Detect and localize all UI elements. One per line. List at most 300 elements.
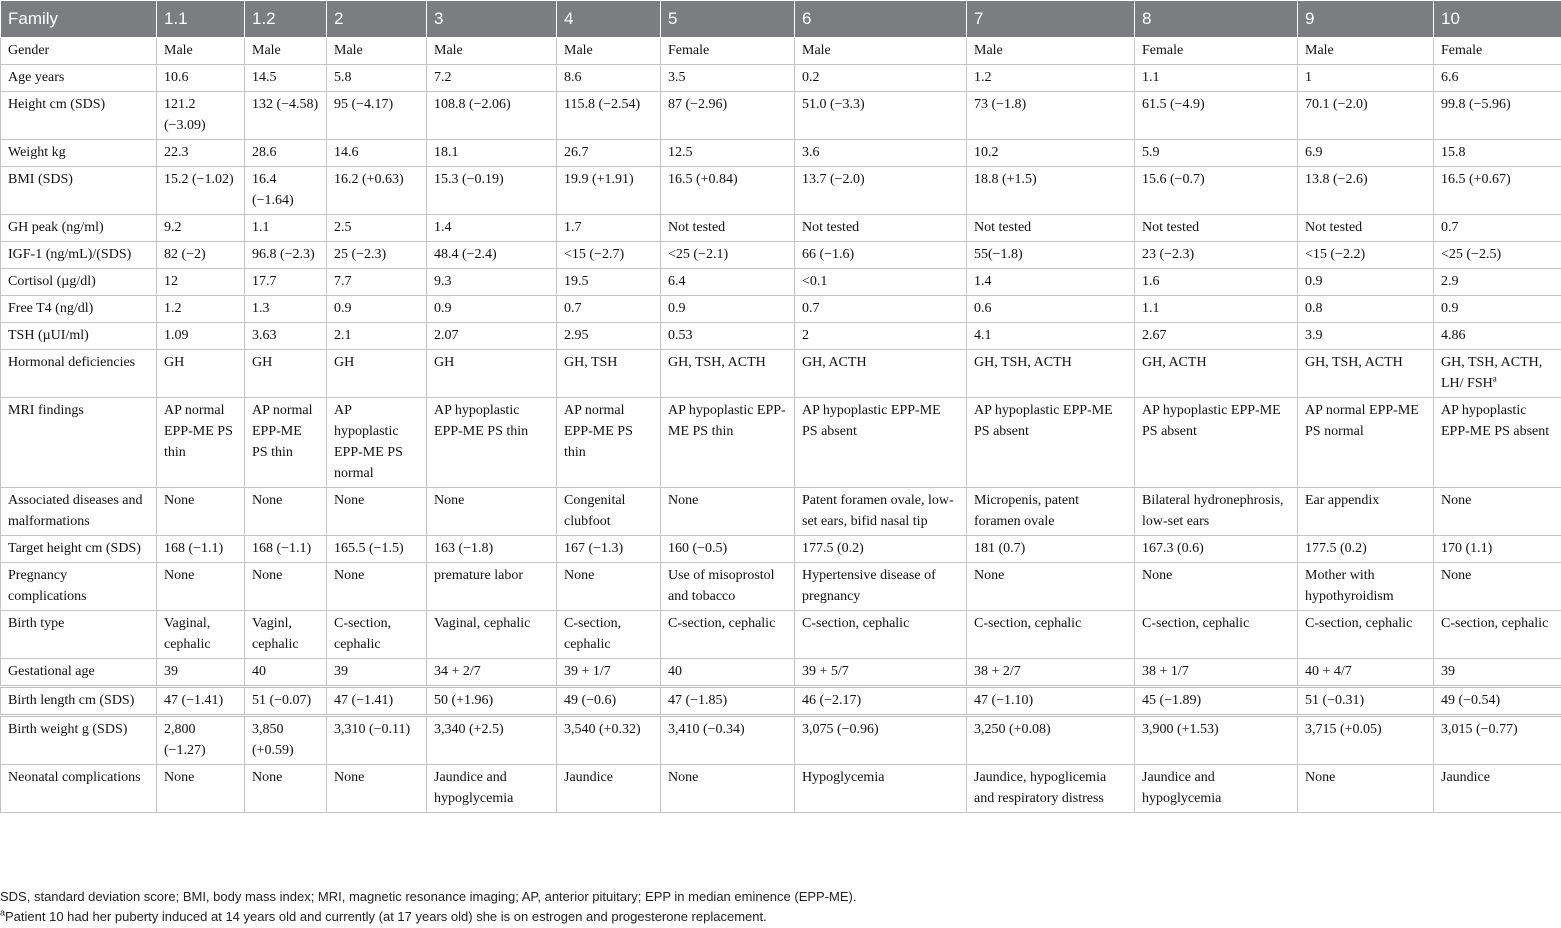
table-cell	[1434, 536, 1561, 563]
table-cell	[661, 765, 795, 813]
table-cell	[327, 398, 427, 488]
cell-value: 40 + 4/7	[1305, 664, 1352, 679]
cell-value: Male	[434, 43, 463, 58]
table-cell	[427, 65, 557, 92]
table-cell	[661, 242, 795, 269]
table-cell	[327, 140, 427, 167]
table-cell	[245, 350, 327, 398]
table-cell	[557, 687, 661, 716]
cell-value: 6.9	[1305, 145, 1323, 160]
table-row	[1, 323, 1561, 350]
table-cell	[1298, 92, 1434, 140]
cell-value: 1.1	[1142, 70, 1160, 85]
table-cell	[1298, 65, 1434, 92]
cell-value: GH, TSH, ACTH	[668, 355, 766, 370]
cell-value: 1.2	[164, 301, 182, 316]
table-cell	[245, 323, 327, 350]
cell-value: 4.1	[974, 328, 992, 343]
table-cell	[157, 687, 245, 716]
table-row	[1, 242, 1561, 269]
table-cell	[327, 536, 427, 563]
table-cell	[1298, 611, 1434, 659]
cell-value: 4.86	[1441, 328, 1466, 343]
table-cell	[795, 38, 967, 65]
cell-value: GH, ACTH	[802, 355, 867, 370]
cell-value: 121.2 (−3.09)	[164, 97, 206, 133]
cell-value: 3,015 (−0.77)	[1441, 722, 1518, 737]
cell-value: AP normal EPP-ME PS thin	[164, 403, 233, 460]
cell-value: 3,540 (+0.32)	[564, 722, 641, 737]
cell-value: None	[252, 770, 282, 785]
table-cell	[795, 611, 967, 659]
table-cell	[967, 659, 1135, 687]
table-cell	[327, 716, 427, 765]
cell-value: 2,800 (−1.27)	[164, 722, 206, 758]
table-cell	[245, 65, 327, 92]
table-cell	[1434, 350, 1561, 398]
table-cell	[427, 167, 557, 215]
table-cell	[795, 92, 967, 140]
table-cell	[1434, 269, 1561, 296]
row-label: Neonatal complications	[1, 765, 157, 813]
table-cell	[1135, 242, 1298, 269]
cell-value: 7.2	[434, 70, 452, 85]
cell-value: 61.5 (−4.9)	[1142, 97, 1205, 112]
table-cell	[661, 140, 795, 167]
table-cell	[1298, 716, 1434, 765]
table-cell	[157, 659, 245, 687]
cell-value: GH	[252, 355, 272, 370]
cell-value: 96.8 (−2.3)	[252, 247, 315, 262]
cell-value: 1.1	[252, 220, 270, 235]
cell-value: None	[164, 770, 194, 785]
table-cell	[1298, 215, 1434, 242]
cell-value: 1.2	[974, 70, 992, 85]
cell-value: 3,410 (−0.34)	[668, 722, 745, 737]
cell-value: 2.5	[334, 220, 352, 235]
cell-value: 177.5 (0.2)	[802, 541, 864, 556]
cell-value: 3,715 (+0.05)	[1305, 722, 1382, 737]
column-header-family-5: 5	[661, 1, 795, 38]
table-cell	[557, 38, 661, 65]
cell-value: None	[1441, 568, 1471, 583]
cell-value: 2.1	[334, 328, 352, 343]
row-label: Gestational age	[1, 659, 157, 687]
table-cell	[1135, 167, 1298, 215]
cell-value: AP hypoplastic EPP-ME PS absent	[802, 403, 941, 439]
cell-value: Male	[334, 43, 363, 58]
table-cell	[967, 140, 1135, 167]
table-cell	[967, 167, 1135, 215]
table-cell	[967, 563, 1135, 611]
table-cell	[1135, 296, 1298, 323]
cell-value: 47 (−1.41)	[164, 693, 223, 708]
table-cell	[1298, 563, 1434, 611]
table-cell	[157, 296, 245, 323]
table-cell	[245, 563, 327, 611]
cell-value: 1	[1305, 70, 1312, 85]
table-row	[1, 563, 1561, 611]
table-cell	[1298, 296, 1434, 323]
table-cell	[327, 350, 427, 398]
row-label: Target height cm (SDS)	[1, 536, 157, 563]
column-header-family-9: 9	[1298, 1, 1434, 38]
cell-value: 17.7	[252, 274, 277, 289]
cell-value: 3,250 (+0.08)	[974, 722, 1051, 737]
cell-value: 15.2 (−1.02)	[164, 172, 234, 187]
table-cell	[1298, 687, 1434, 716]
cell-value: 0.9	[668, 301, 686, 316]
table-cell	[661, 215, 795, 242]
cell-value: AP hypoplastic EPP-ME PS thin	[668, 403, 786, 439]
cell-value: 177.5 (0.2)	[1305, 541, 1367, 556]
cell-value: 10.6	[164, 70, 189, 85]
cell-value: Not tested	[1305, 220, 1362, 235]
table-cell	[557, 269, 661, 296]
cell-value: None	[1142, 568, 1172, 583]
cell-value: Use of misoprostol and tobacco	[668, 568, 775, 604]
cell-value: 10.2	[974, 145, 999, 160]
table-cell	[1434, 765, 1561, 813]
cell-value: 39	[334, 664, 348, 679]
table-cell	[661, 350, 795, 398]
cell-value: 73 (−1.8)	[974, 97, 1026, 112]
cell-value: 19.9 (+1.91)	[564, 172, 634, 187]
table-cell	[245, 38, 327, 65]
cell-value: 132 (−4.58)	[252, 97, 318, 112]
cell-value: Vaginl, cephalic	[252, 616, 299, 652]
cell-value: GH	[334, 355, 354, 370]
table-cell	[327, 687, 427, 716]
table-cell	[427, 296, 557, 323]
table-cell	[1434, 92, 1561, 140]
cell-value: 39 + 1/7	[564, 664, 611, 679]
table-cell	[795, 659, 967, 687]
table-cell	[557, 140, 661, 167]
table-row	[1, 92, 1561, 140]
table-row	[1, 611, 1561, 659]
cell-value: 0.6	[974, 301, 992, 316]
table-cell	[157, 92, 245, 140]
table-cell	[661, 167, 795, 215]
cell-value: <15 (−2.7)	[564, 247, 624, 262]
cell-value: 15.8	[1441, 145, 1466, 160]
cell-value: 5.8	[334, 70, 352, 85]
cell-value: 167 (−1.3)	[564, 541, 623, 556]
table-cell	[967, 716, 1135, 765]
cell-value: 0.7	[564, 301, 582, 316]
cell-value: 2.67	[1142, 328, 1167, 343]
cell-value: 0.9	[334, 301, 352, 316]
footnote-marker: a	[0, 908, 5, 918]
cell-value: GH, TSH, ACTH	[974, 355, 1072, 370]
cell-value: 170 (1.1)	[1441, 541, 1492, 556]
cell-value: None	[564, 568, 594, 583]
table-cell	[1434, 167, 1561, 215]
column-header-family-10: 10	[1434, 1, 1561, 38]
table-cell	[557, 215, 661, 242]
table-cell	[795, 323, 967, 350]
table-cell	[1434, 215, 1561, 242]
cell-value: 2.07	[434, 328, 459, 343]
table-cell	[245, 92, 327, 140]
cell-value: 12	[164, 274, 178, 289]
table-cell	[1298, 536, 1434, 563]
cell-value: None	[252, 493, 282, 508]
cell-value: 48.4 (−2.4)	[434, 247, 497, 262]
cell-value: 13.8 (−2.6)	[1305, 172, 1368, 187]
table-cell	[157, 611, 245, 659]
table-cell	[1434, 611, 1561, 659]
table-row	[1, 65, 1561, 92]
table-cell	[1135, 687, 1298, 716]
table-cell	[1434, 563, 1561, 611]
cell-value: None	[252, 568, 282, 583]
table-cell	[795, 140, 967, 167]
cell-value: Male	[974, 43, 1003, 58]
table-cell	[157, 563, 245, 611]
table-cell	[967, 765, 1135, 813]
cell-value: 1.09	[164, 328, 189, 343]
cell-value: AP normal EPP-ME PS normal	[1305, 403, 1419, 439]
cell-value: None	[164, 493, 194, 508]
cell-value: 0.53	[668, 328, 693, 343]
table-cell	[557, 323, 661, 350]
cell-value: 51 (−0.07)	[252, 693, 311, 708]
cell-value: GH	[164, 355, 184, 370]
cell-value: AP normal EPP-ME PS thin	[564, 403, 633, 460]
table-cell	[795, 687, 967, 716]
cell-value: Not tested	[974, 220, 1031, 235]
cell-value: Jaundice and hypoglycemia	[1142, 770, 1221, 806]
cell-value: 16.2 (+0.63)	[334, 172, 404, 187]
cell-value: 163 (−1.8)	[434, 541, 493, 556]
cell-value: 38 + 2/7	[974, 664, 1021, 679]
table-cell	[245, 687, 327, 716]
row-label: TSH (µUI/ml)	[1, 323, 157, 350]
table-cell	[427, 323, 557, 350]
table-cell	[557, 167, 661, 215]
cell-value: Not tested	[668, 220, 725, 235]
table-cell	[427, 398, 557, 488]
table-cell	[245, 611, 327, 659]
cell-value: 50 (+1.96)	[434, 693, 493, 708]
table-cell	[795, 563, 967, 611]
cell-value: 3,340 (+2.5)	[434, 722, 504, 737]
cell-value: Hypertensive disease of pregnancy	[802, 568, 936, 604]
cell-value: Jaundice	[564, 770, 613, 785]
table-cell	[967, 611, 1135, 659]
cell-value: 1.1	[1142, 301, 1160, 316]
cell-value: 39 + 5/7	[802, 664, 849, 679]
cell-value: AP hypoplastic EPP-ME PS absent	[974, 403, 1113, 439]
table-body	[1, 38, 1561, 813]
cell-value: 46 (−2.17)	[802, 693, 861, 708]
cell-value: C-section, cephalic	[668, 616, 775, 631]
cell-value: C-section, cephalic	[334, 616, 391, 652]
table-cell	[1298, 140, 1434, 167]
cell-value: Hypoglycemia	[802, 770, 884, 785]
row-label: GH peak (ng/ml)	[1, 215, 157, 242]
table-cell	[557, 563, 661, 611]
table-cell	[661, 65, 795, 92]
cell-value: AP hypoplastic EPP-ME PS thin	[434, 403, 528, 439]
cell-value: Vaginal, cephalic	[164, 616, 211, 652]
table-cell	[427, 659, 557, 687]
cell-value: Jaundice	[1441, 770, 1490, 785]
row-label: Gender	[1, 38, 157, 65]
table-cell	[1135, 350, 1298, 398]
table-cell	[661, 269, 795, 296]
table-cell	[1135, 65, 1298, 92]
row-label: Cortisol (µg/dl)	[1, 269, 157, 296]
cell-value: 51 (−0.31)	[1305, 693, 1364, 708]
table-cell	[795, 269, 967, 296]
table-cell	[661, 296, 795, 323]
table-cell	[427, 269, 557, 296]
table-cell	[327, 323, 427, 350]
table-cell	[661, 323, 795, 350]
table-cell	[661, 563, 795, 611]
table-cell	[967, 687, 1135, 716]
table-cell	[1135, 323, 1298, 350]
cell-value: 49 (−0.54)	[1441, 693, 1500, 708]
cell-value: GH, ACTH	[1142, 355, 1207, 370]
cell-value: 34 + 2/7	[434, 664, 481, 679]
table-cell	[661, 687, 795, 716]
cell-value: None	[668, 770, 698, 785]
table-cell	[245, 242, 327, 269]
cell-value: None	[668, 493, 698, 508]
table-cell	[967, 92, 1135, 140]
cell-value: 2.95	[564, 328, 589, 343]
table-cell	[1434, 296, 1561, 323]
table-cell	[157, 38, 245, 65]
cell-value: C-section, cephalic	[1142, 616, 1249, 631]
cell-value: 18.8 (+1.5)	[974, 172, 1037, 187]
table-cell	[661, 611, 795, 659]
cell-value: 87 (−2.96)	[668, 97, 727, 112]
cell-value: Male	[164, 43, 193, 58]
cell-value: Mother with hypothyroidism	[1305, 568, 1394, 604]
table-cell	[245, 296, 327, 323]
cell-value: 3.6	[802, 145, 820, 160]
cell-value: Patent foramen ovale, low-set ears, bifid nasal tip	[802, 493, 954, 529]
cell-value: C-section, cephalic	[802, 616, 909, 631]
table-row	[1, 167, 1561, 215]
table-cell	[967, 350, 1135, 398]
cell-value: 0.9	[434, 301, 452, 316]
cell-value: 2	[802, 328, 809, 343]
cell-value: None	[334, 770, 364, 785]
cell-value: None	[164, 568, 194, 583]
table-row	[1, 716, 1561, 765]
table-cell	[795, 716, 967, 765]
cell-value: 1.4	[434, 220, 452, 235]
table-cell	[1298, 659, 1434, 687]
row-label: Associated diseases and malformations	[1, 488, 157, 536]
table-cell	[795, 215, 967, 242]
cell-value: 3.63	[252, 328, 277, 343]
table-cell	[967, 323, 1135, 350]
cell-value: 51.0 (−3.3)	[802, 97, 865, 112]
table-cell	[327, 242, 427, 269]
cell-value: 16.4 (−1.64)	[252, 172, 294, 208]
cell-value: AP normal EPP-ME PS thin	[252, 403, 313, 460]
row-label: Hormonal deficiencies	[1, 350, 157, 398]
table-cell	[967, 536, 1135, 563]
table-cell	[157, 765, 245, 813]
row-label: Age years	[1, 65, 157, 92]
cell-value: 6.4	[668, 274, 686, 289]
table-cell	[157, 215, 245, 242]
cell-value: 181 (0.7)	[974, 541, 1025, 556]
table-cell	[1135, 140, 1298, 167]
table-cell	[557, 716, 661, 765]
table-cell	[1434, 659, 1561, 687]
cell-value: 26.7	[564, 145, 589, 160]
table-cell	[327, 38, 427, 65]
cell-value: 6.6	[1441, 70, 1459, 85]
table-cell	[967, 296, 1135, 323]
table-cell	[1135, 611, 1298, 659]
table-cell	[157, 323, 245, 350]
table-cell	[1135, 488, 1298, 536]
cell-value: 0.9	[1305, 274, 1323, 289]
cell-value: None	[1305, 770, 1335, 785]
cell-value: Male	[564, 43, 593, 58]
table-cell	[967, 269, 1135, 296]
table-cell	[1135, 765, 1298, 813]
table-cell	[157, 242, 245, 269]
table-cell	[795, 167, 967, 215]
table-cell	[1135, 215, 1298, 242]
table-cell	[795, 488, 967, 536]
cell-value: AP hypoplastic EPP-ME PS normal	[334, 403, 403, 481]
table-cell	[157, 398, 245, 488]
cell-value: 3,900 (+1.53)	[1142, 722, 1219, 737]
cell-value: GH	[434, 355, 454, 370]
cell-value: 0.7	[1441, 220, 1459, 235]
table-cell	[245, 765, 327, 813]
cell-value: <25 (−2.5)	[1441, 247, 1501, 262]
cell-value: 3.9	[1305, 328, 1323, 343]
table-cell	[661, 536, 795, 563]
table-cell	[795, 398, 967, 488]
cell-value: 3,310 (−0.11)	[334, 722, 410, 737]
table-row	[1, 687, 1561, 716]
cell-value: 168 (−1.1)	[164, 541, 223, 556]
cell-value: 1.7	[564, 220, 582, 235]
cell-value: 165.5 (−1.5)	[334, 541, 404, 556]
cell-value: 40	[252, 664, 266, 679]
cell-value: Micropenis, patent foramen ovale	[974, 493, 1079, 529]
table-cell	[1298, 398, 1434, 488]
cell-value: GH, TSH, ACTH	[1305, 355, 1403, 370]
table-cell	[1135, 92, 1298, 140]
table-row	[1, 536, 1561, 563]
cell-value: 16.5 (+0.84)	[668, 172, 738, 187]
table-cell	[427, 611, 557, 659]
table-row	[1, 488, 1561, 536]
cell-value: C-section, cephalic	[564, 616, 621, 652]
table-cell	[157, 350, 245, 398]
cell-value: Congenital clubfoot	[564, 493, 625, 529]
table-cell	[1298, 765, 1434, 813]
table-row	[1, 659, 1561, 687]
table-cell	[557, 536, 661, 563]
table-cell	[557, 398, 661, 488]
